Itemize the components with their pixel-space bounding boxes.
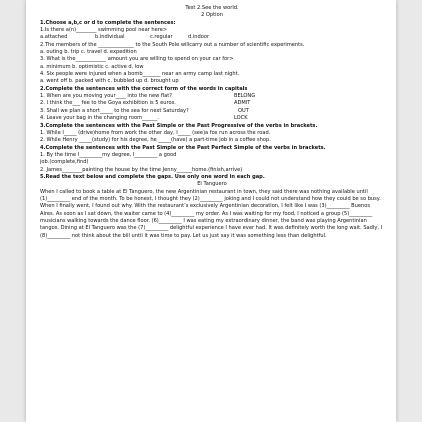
section1-q3: 3. What is the____________ amount you are willing to spend on your car for>: [40, 56, 234, 63]
test-subtitle: 2 Option: [201, 12, 223, 19]
section5-heading: 5.Read the text below and complete the gaps. Use only one word in each gap.: [40, 173, 265, 180]
section4-q1: 1. By the time I_________my degree, I_________ a good: [40, 151, 177, 158]
test-title: Test 2.See the world.: [185, 5, 239, 11]
section2-heading: 2.Complete the sentences with the correct form of the words in capitals: [40, 85, 248, 92]
section2-item-text: 1. When are you moving your____ into the new flat?: [40, 93, 172, 100]
section1-heading: 1.Choose a,b,c or d to complete the sentences:: [40, 19, 176, 26]
document-page: [26, 0, 396, 422]
section2-item-text: 2. I think the___ fee to the Goya exhibition is 5 euros.: [40, 100, 176, 107]
section2-item: [40, 115, 384, 122]
section2-item-word: LOCK: [234, 115, 248, 122]
passage-text: When I called to book a table at El Tanguero, the new Argentinian restaurant in town, they said there was nothing available until (1)_________ end of the month. To be honest, I thought they (2)_________ joking and I could not understand how they could be so busy. When I finally went, I found out why. With the restaurant’s exclusively Argentinian decoration, I felt like I was (3)_________ Buenos Aires. As soon as I sat down, the waiter came to (4)_________ my order. As I was waiting for my food, I noticed a group (5)_________ musicians walking towards the dance floor. (6)_________ I was eating my extraordinary dinner, the band was playing Argentinian tangos. Dining at El Tanguero was the (7)_________ delightful experience I have ever had. It was definitely worth the long wait. Sadly, I (8)_________ not think about the bill until it was time to pay. Let us just say it was something less than delightful.: [40, 188, 383, 239]
section2-item-word: BELONG: [234, 93, 256, 100]
passage-title: El Tanguero: [197, 181, 227, 188]
section1-q3-options: a. minimum b. optimistic c. active d. low: [40, 63, 144, 70]
section4-q2: 2. James________painting the house by the time Jenny______home.(finish,arrive): [40, 166, 243, 173]
section1-q1: 1.Is there a(n)________ swimming pool near here>: [40, 27, 168, 34]
section1-q4: 4. Six people were injured when a bomb_______ near an army camp last night.: [40, 71, 240, 78]
section3-q2: 2. While Henry _____(study) for his degree, he _____(have) a part-time job in a coffee shop.: [40, 137, 271, 144]
section3-q1: 1. While I_____ (drive)home from work the other day, I_____ (see)a fox run across the road.: [40, 129, 271, 136]
section2-item-text: 3. Shall we plan a short_____ to the sea for next Saturday?: [40, 107, 189, 114]
section3-heading: 3.Complete the sentences with the Past Simple or the Past Progressive of the verbs in brackets.: [40, 122, 318, 129]
section2-item: [40, 93, 384, 100]
section2-item-word: OUT: [238, 107, 249, 114]
section1-q2: 2.The members of the ______________ to the South Pole willcarry out a number of scientific experiments.: [40, 41, 305, 48]
document-content: [40, 5, 384, 240]
section1-q1-options: [40, 34, 384, 41]
q1-option-c: c.regular: [150, 34, 173, 41]
q1-option-a: a.attached: [40, 34, 68, 41]
section2-item-text: 4. Leave your bag in the changing room______.: [40, 115, 159, 122]
section2-item-word: ADMIT: [234, 100, 251, 107]
q1-option-b: b.individual: [95, 34, 125, 41]
section1-q2-options: a. outing b. trip c. travel d. expedition: [40, 49, 137, 56]
section2-item: [40, 108, 384, 115]
section4-q1-continued: job.(complete,find): [40, 159, 89, 166]
section4-heading: 4.Complete the sentences with the Past Simple or the Past Perfect Simple of the verbs in brackets.: [40, 144, 326, 151]
section1-q4-options: a. went off b. packed with c. bubbled up d. brought up: [40, 78, 179, 85]
q1-option-d: d.indoor: [188, 34, 210, 41]
section2-item: [40, 100, 384, 107]
